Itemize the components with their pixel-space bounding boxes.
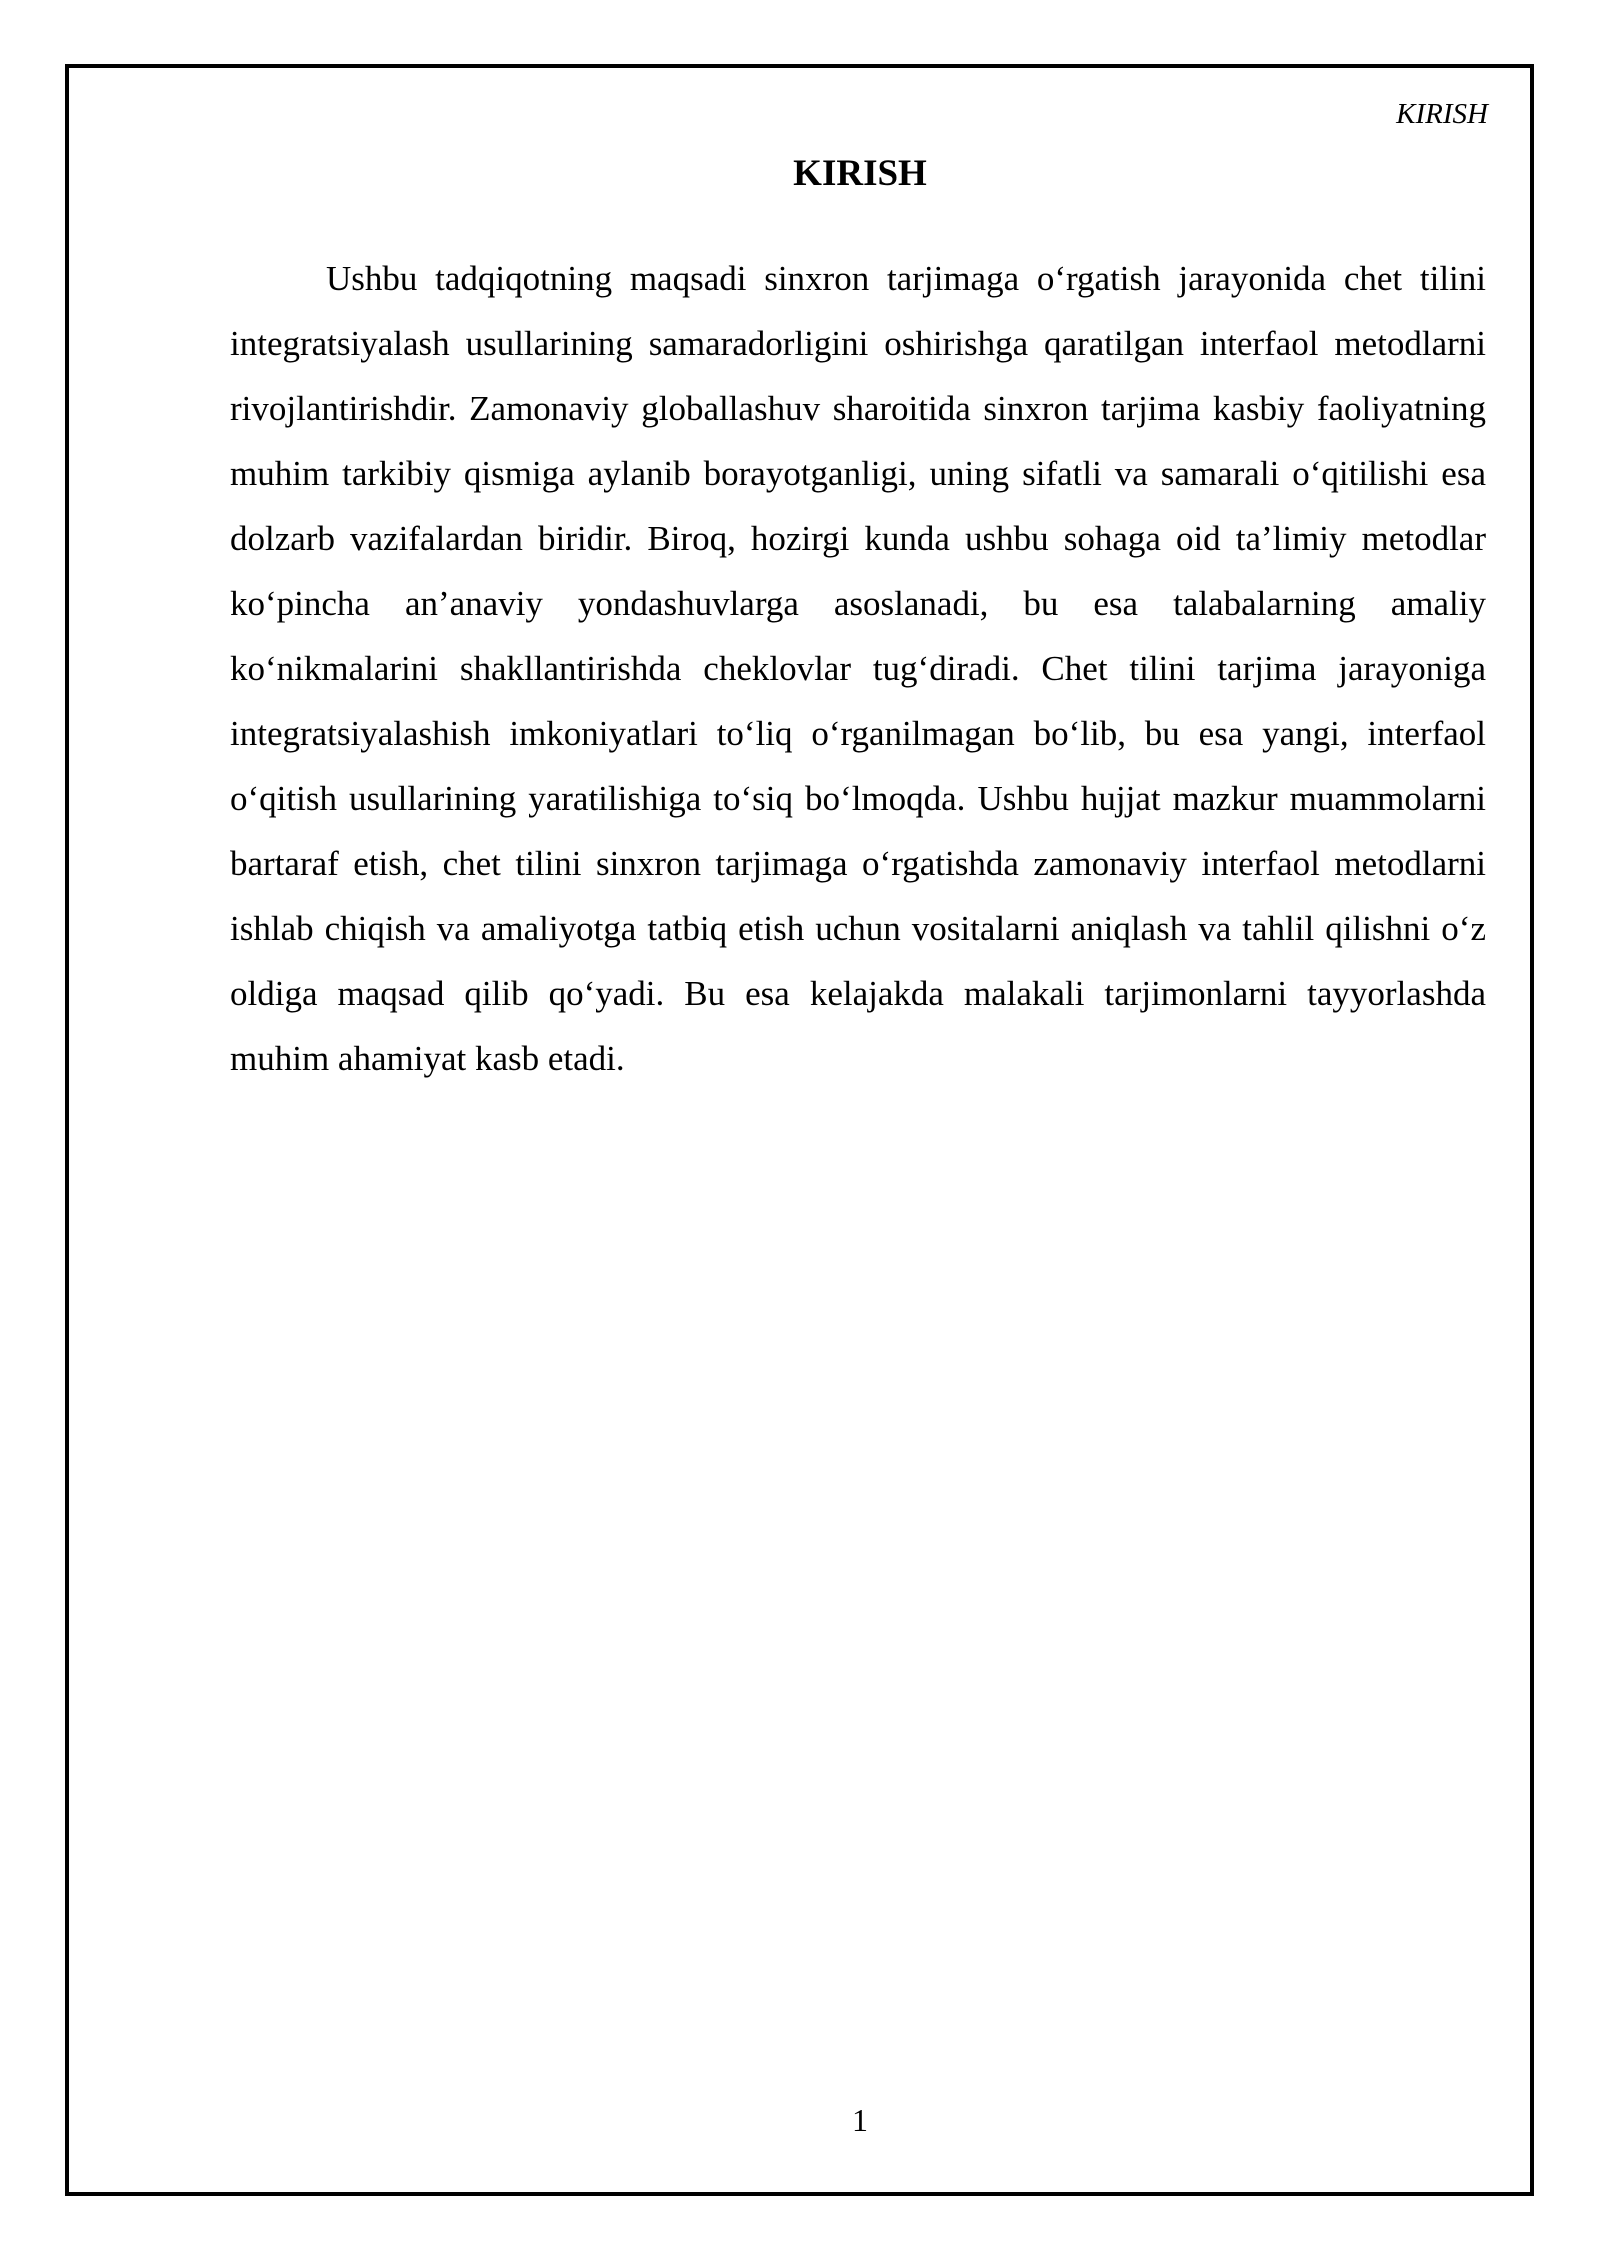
- running-header: KIRISH: [1396, 98, 1488, 130]
- page-title: KIRISH: [793, 153, 927, 194]
- page-number: 1: [852, 2102, 868, 2138]
- body-paragraph: Ushbu tadqiqotning maqsadi sinxron tarjimaga o‘rgatish jarayonida chet tilini integratsiyalash usullarining samaradorligini oshirishga qaratilgan interfaol metodlarni rivojlantirishdir. Zamonaviy globallashuv sharoitida sinxron tarjima kasbiy faoliyatning muhim tarkibiy qismiga aylanib borayotganligi, uning sifatli va samarali o‘qitilishi esa dolzarb vazifalardan biridir. Biroq, hozirgi kunda ushbu sohaga oid ta’limiy metodlar ko‘pincha an’anaviy yondashuvlarga asoslanadi, bu esa talabalarning amaliy ko‘nikmalarini shakllantirishda cheklovlar tug‘diradi. Chet tilini tarjima jarayoniga integratsiyalashish imkoniyatlari to‘liq o‘rganilmagan bo‘lib, bu esa yangi, interfaol o‘qitish usullarining yaratilishiga to‘siq bo‘lmoqda. Ushbu hujjat mazkur muammolarni bartaraf etish, chet tilini sinxron tarjimaga o‘rgatishda zamonaviy interfaol metodlarni ishlab chiqish va amaliyotga tatbiq etish uchun vositalarni aniqlash va tahlil qilishni o‘z oldiga maqsad qilib qo‘yadi. Bu esa kelajakda malakali tarjimonlarni tayyorlashda muhim ahamiyat kasb etadi.: [230, 259, 1486, 1078]
